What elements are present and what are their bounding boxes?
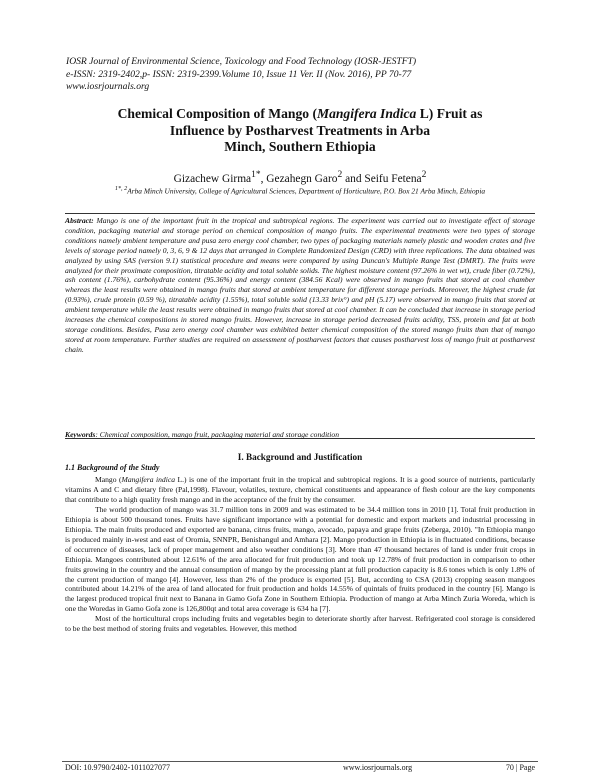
abstract-label: Abstract: <box>65 216 94 225</box>
keywords-label: Keywords <box>65 430 96 439</box>
title-line3: Minch, Southern Ethiopia <box>224 139 376 154</box>
author-1-sup: 1* <box>251 170 261 180</box>
body-text <box>65 475 535 634</box>
affiliation-sup: 1*, 2 <box>114 186 128 192</box>
affiliation <box>90 184 510 196</box>
journal-header <box>66 56 536 94</box>
author-3: and Seifu Fetena <box>342 172 422 185</box>
footer-page-number: 70 | Page <box>505 763 535 772</box>
title-part2: L) Fruit as <box>416 106 483 121</box>
title-line2: Influence by Postharvest Treatments in Arba <box>169 122 431 138</box>
footer-divider <box>62 761 538 762</box>
abstract-text: Mango is one of the important fruit in the tropical and subtropical regions. The experiment was carried out to investigate effect of storage condition, packaging material and storage period on chemical composition of mango fruits. The experimental treatments were two types of storage conditions namely ambient temperature and pusa zero energy cool chamber, two types of packaging materials namely plastic and wooden crates and five levels of storage period namely 0, 3, 6, 9 & 12 days that arranged in Complete Randomized Design (CRD) with three replications. The data obtained was analyzed by using SAS (version 9.1) statistical procedure and means were compared by using Duncan's Multiple Range Test (DMRT). The fruits were analyzed for their proximate composition, titratable acidity and total soluble solids. The highest moisture content (97.26% in wet wt), crude fiber (0.72%), ash content (1.76%), carbohydrate content (95.36%) and energy content (384.56 Kcal) were observed in mango fruits that stored at cool chamber whereas the least results were obtained in mango fruits that stored at ambient temperature for different storage periods. Moreover, the highest crude fat (0.93%), crude protein (0.59 %), titratable acidity (1.55%), total soluble solid (13.33 brix°) and pH (5.17) were observed in mango fruits that stored at ambient temperature while the least results were obtained in mango fruits that stored at cool chamber. It can be concluded that increase in storage period increases the chemical compositions in stored mango fruits. However, increase in storage period decreased fruits acidity, TSS, protein and fat at both storage conditions. Besides, Pusa zero energy cool chamber was exhibited better chemical composition of the stored mango fruits than that of mango stored at room temperature. Further studies are required on assessment of postharvest factors that causes postharvest loss of mango fruit at postharvest chain. <box>65 216 535 354</box>
paragraph-2: The world production of mango was 31.7 million tons in 2009 and was estimated to be 34.4 million tons in 2010 [1]. Total fruit production in Ethiopia is about 500 thousand tones. Fruits have significant importance with a potential for domestic and export markets and industrial processing in Ethiopia. The main fruits produced and exported are banana, citrus fruits, mango, avocado, papaya and grape fruits (Zeberga, 2010). "In Ethiopia mango is produced mainly in-west and east of Oromia, SNNPR, Benishangul and Amhara [2]. Mango production in Ethiopia is in fluctuated conditions, because of occurrence of diseases, lack of proper management and also weather conditions [3]. More than 47 thousand hectares of land is under fruit crops in Ethiopia. Mangoes contributed about 12.61% of the area allocated for fruit production and took up 12.78% of fruit production in comparison to other fruits growing in the country and the annual consumption of mango by the processing plant at full production capacity is 8.6 tones which is only 1.8% of the current production of mango [4]. However, less than 2% of the produce is exported [5]. But, according to CSA (2013) cropping season mangoes contributed about 14.21% of the area of land allocated for fruit production and holds 14.55% of quintals of fruits produced in the country [6]. Mango is the largest produced tropical fruit next to Banana in Gamo Gofa Zone in Southern Ethiopia. Production of mango at Arba Minch Zuria Woreda, which is one the Woredas in Gamo Gofa zone is 126,800qt and total area coverage is 634 ha [7]. <box>65 504 535 614</box>
journal-website: www.iosrjournals.org <box>66 81 150 92</box>
affiliation-text: Arba Minch University, College of Agricultural Sciences, Department of Horticulture, P.O. Box 21 Arba Minch, Ethiopia <box>127 186 486 196</box>
author-2: , Gezahegn Garo <box>260 172 338 185</box>
author-1: Gizachew Girma <box>173 172 252 185</box>
subsection-heading: 1.1 Background of the Study <box>65 463 160 472</box>
paragraph-3: Most of the horticultural crops including fruits and vegetables begin to deteriorate shortly after harvest. Refrigerated cool storage is considered to be the best method of storing fruits and vegetables. However, this method <box>65 614 535 634</box>
keywords <box>65 430 535 440</box>
paragraph-1: Mango (Mangifera indica L.) is one of the important fruit in the tropical and subtropical regions. It is a good source of nutrients, particularly vitamins A and C and dietary fibre (Pal,1998). Flavour, volatiles, texture, chemical constituents and appearance of flesh colour are the key components that contribute to a high quality fresh mango and in the acceptance of the fruit by the consumer. <box>65 475 535 504</box>
keywords-text: : Chemical composition, mango fruit, packaging material and storage condition <box>95 430 339 439</box>
author-3-sup: 2 <box>421 170 427 180</box>
paper-title <box>60 106 540 156</box>
journal-name: IOSR Journal of Environmental Science, Toxicology and Food Technology (IOSR-JESTFT) <box>66 56 417 67</box>
author-2-sup: 2 <box>337 170 343 180</box>
footer-website: www.iosrjournals.org <box>343 763 413 772</box>
section-heading: I. Background and Justification <box>237 452 363 462</box>
species-name: Mangifera indica <box>121 475 175 484</box>
journal-issn: e-ISSN: 2319-2402,p- ISSN: 2319-2399.Volume 10, Issue 11 Ver. II (Nov. 2016), PP 70-77 <box>66 68 412 80</box>
abstract-section <box>65 213 535 439</box>
title-species: Mangifera Indica <box>316 106 417 121</box>
title-part1: Chemical Composition of Mango ( <box>117 106 317 121</box>
footer-doi: DOI: 10.9790/2402-1011027077 <box>65 763 171 772</box>
